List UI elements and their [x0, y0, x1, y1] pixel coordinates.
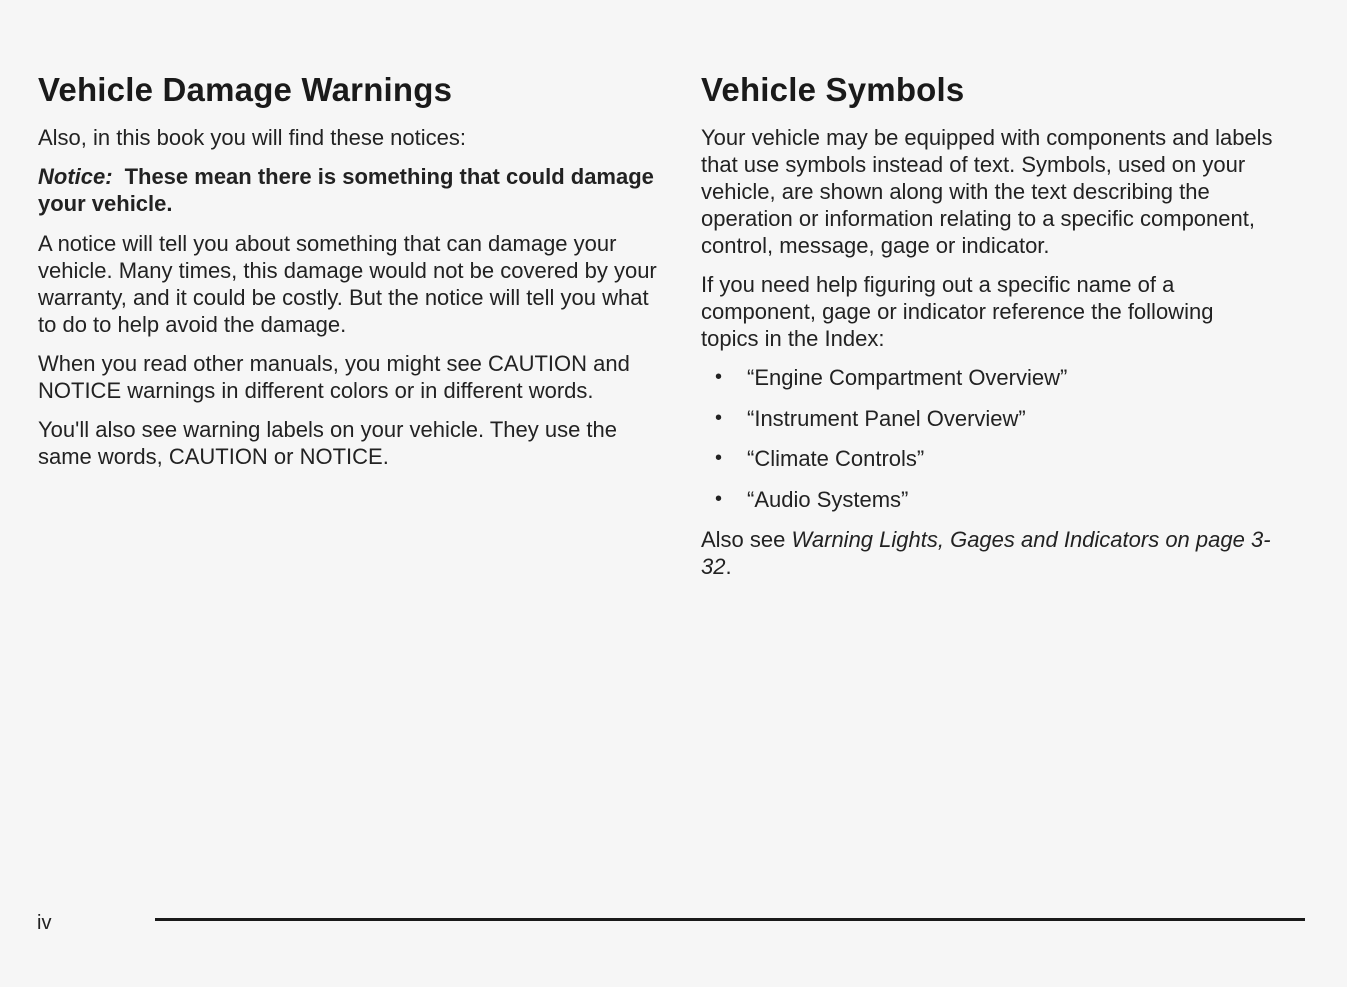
list-item: • “Instrument Panel Overview”: [715, 405, 1026, 431]
notice-label: Notice:: [38, 164, 113, 189]
bullet-icon: •: [715, 487, 723, 510]
list-item: • “Climate Controls”: [715, 446, 925, 471]
page-number: iv: [37, 912, 52, 934]
left-column: [38, 70, 658, 482]
list-item: • “Audio Systems”: [715, 486, 909, 512]
list-item: • “Engine Compartment Overview”: [715, 365, 1068, 390]
warning-labels-paragraph: You'll also see warning labels on your vehicle. They use the same words, CAUTION or NOTICE.: [38, 417, 618, 469]
notice-paragraph: [38, 163, 658, 217]
footer-divider: [155, 918, 1305, 921]
see-also-prefix: Also see: [701, 527, 786, 552]
vehicle-damage-warnings-heading: Vehicle Damage Warnings: [38, 71, 453, 108]
bullet-icon: •: [715, 366, 723, 388]
see-also-reference-link[interactable]: Warning Lights, Gages and Indicators on page 3-32: [701, 527, 1271, 579]
notice-text: These mean there is something that could damage your vehicle.: [38, 164, 654, 216]
vehicle-symbols-heading: Vehicle Symbols: [701, 71, 965, 108]
index-help-paragraph: If you need help figuring out a specific name of a component, gage or indicator reference the following topics in the Index:: [701, 272, 1214, 351]
see-also-paragraph: [701, 526, 1276, 580]
other-manuals-paragraph: When you read other manuals, you might see CAUTION and NOTICE warnings in different colors or in different words.: [38, 351, 630, 403]
right-column: [701, 70, 1276, 592]
symbols-paragraph: Your vehicle may be equipped with components and labels that use symbols instead of text. Symbols, used on your vehicle, are shown along with the text describing the operation or information relating to a specific component, control, message, gage or indicator.: [701, 125, 1273, 258]
see-also-suffix: .: [725, 554, 732, 579]
intro-paragraph: Also, in this book you will find these notices:: [38, 125, 467, 150]
notice-explanation-paragraph: A notice will tell you about something that can damage your vehicle. Many times, this damage would not be covered by your warranty, and it could be costly. But the notice will tell you what to do to help avoid the damage.: [38, 231, 657, 337]
bullet-icon: •: [715, 447, 723, 469]
index-topics-list: [701, 364, 1276, 513]
bullet-icon: •: [715, 406, 723, 429]
